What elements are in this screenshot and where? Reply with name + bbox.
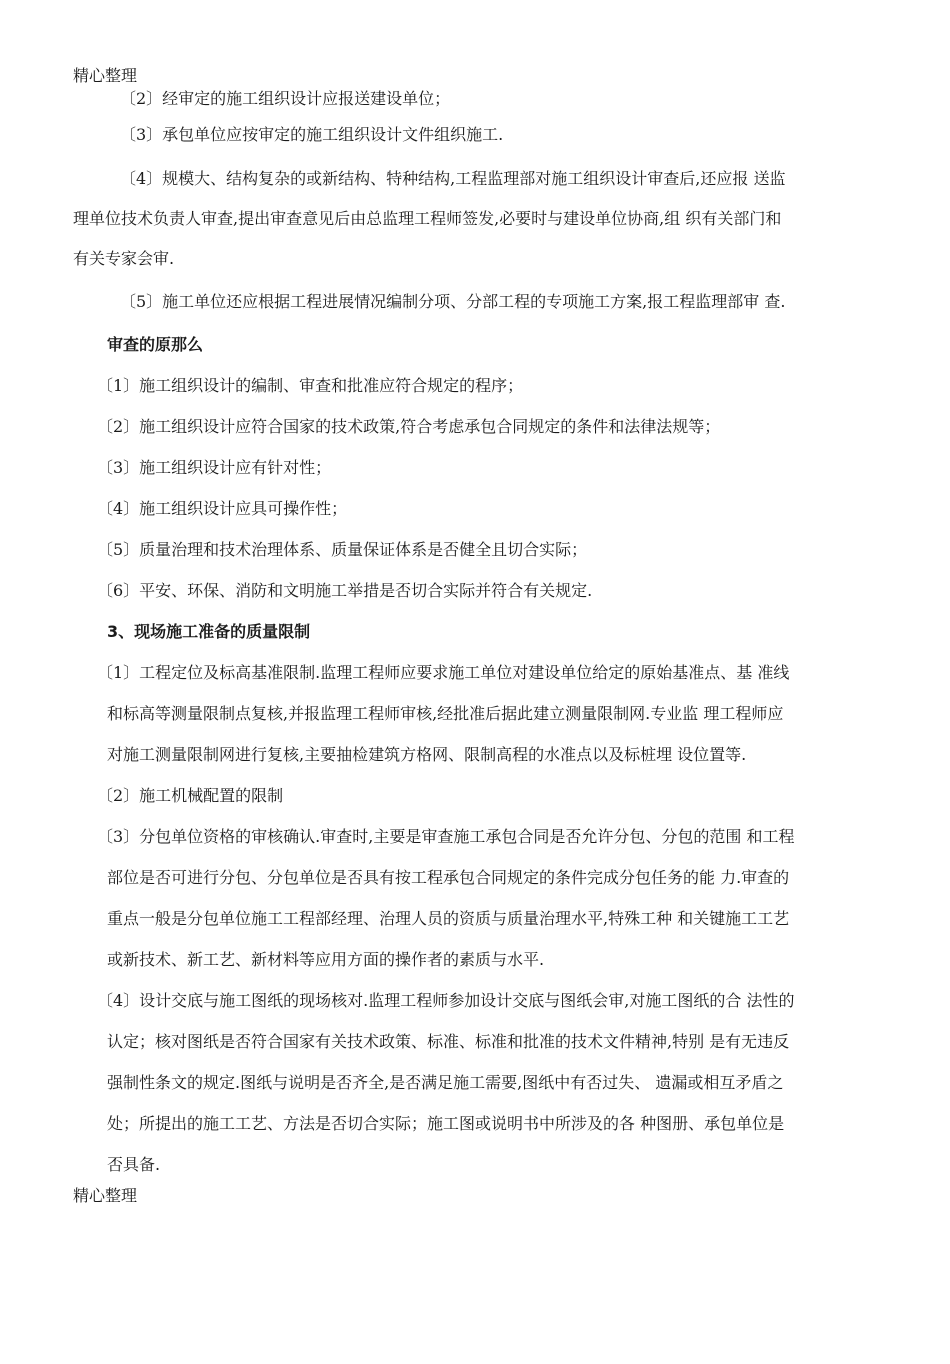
principle-item: 〔5〕质量治理和技术治理体系、质量保证体系是否健全且切合实际； bbox=[97, 540, 588, 559]
section-3-item-3-line: 部位是否可进行分包、分包单位是否具有按工程承包合同规定的条件完成分包任务的能 力.审查的 bbox=[107, 868, 790, 887]
section-3-item-1-line: 对施工测量限制网进行复核,主要抽检建筑方格网、限制高程的水准点以及标桩埋 设位置等. bbox=[107, 745, 747, 764]
section-3-item-4-line: 处；所提出的施工工艺、方法是否切合实际；施工图或说明书中所涉及的各 种图册、承包单位是 bbox=[107, 1114, 785, 1133]
principles-heading: 审查的原那么 bbox=[107, 335, 204, 354]
section-3-item-3-line: 重点一般是分包单位施工工程部经理、治理人员的资质与质量治理水平,特殊工种 和关键施工工艺 bbox=[107, 909, 790, 928]
section-3-item-3-line: 或新技术、新工艺、新材料等应用方面的操作者的素质与水平. bbox=[107, 950, 545, 969]
page-header: 精心整理 bbox=[73, 66, 138, 85]
paragraph-3: 〔3〕承包单位应按审定的施工组织设计文件组织施工. bbox=[120, 125, 504, 144]
section-3-item-4-line: 否具备. bbox=[107, 1155, 161, 1174]
section-3-item-1-line: 〔1〕工程定位及标高基准限制.监理工程师应要求施工单位对建设单位给定的原始基准点、基 准线 bbox=[97, 663, 790, 682]
paragraph-4-line-2: 理单位技术负责人审查,提出审查意见后由总监理工程师签发,必要时与建设单位协商,组 织有关部门和 bbox=[73, 209, 782, 228]
section-3-item-1-line: 和标高等测量限制点复核,并报监理工程师审核,经批准后据此建立测量限制网.专业监 理工程师应 bbox=[107, 704, 784, 723]
section-3-item-4-line: 强制性条文的规定.图纸与说明是否齐全,是否满足施工需要,图纸中有否过失、 遗漏或相互矛盾之 bbox=[107, 1073, 784, 1092]
page-footer: 精心整理 bbox=[73, 1186, 138, 1205]
section-3-item-4-line: 〔4〕设计交底与施工图纸的现场核对.监理工程师参加设计交底与图纸会审,对施工图纸的合 法性的 bbox=[97, 991, 795, 1010]
paragraph-4-line-3: 有关专家会审. bbox=[73, 249, 175, 268]
principle-item: 〔2〕施工组织设计应符合国家的技术政策,符合考虑承包合同规定的条件和法律法规等； bbox=[97, 417, 721, 436]
section-3-item-3-line: 〔3〕分包单位资格的审核确认.审查时,主要是审查施工承包合同是否允许分包、分包的范围 和工程 bbox=[97, 827, 795, 846]
principle-item: 〔1〕施工组织设计的编制、审查和批准应符合规定的程序； bbox=[97, 376, 524, 395]
section-3-item-4-line: 认定；核对图纸是否符合国家有关技术政策、标准、标准和批准的技术文件精神,特别 是有无违反 bbox=[107, 1032, 790, 1051]
paragraph-4-line-1: 〔4〕规模大、结构复杂的或新结构、特种结构,工程监理部对施工组织设计审查后,还应报 送监 bbox=[120, 169, 786, 188]
principle-item: 〔4〕施工组织设计应具可操作性； bbox=[97, 499, 348, 518]
principle-item: 〔3〕施工组织设计应有针对性； bbox=[97, 458, 332, 477]
paragraph-5: 〔5〕施工单位还应根据工程进展情况编制分项、分部工程的专项施工方案,报工程监理部审 查. bbox=[120, 292, 786, 311]
section-3-heading: 3、现场施工准备的质量限制 bbox=[107, 622, 311, 641]
principle-item: 〔6〕平安、环保、消防和文明施工举措是否切合实际并符合有关规定. bbox=[97, 581, 593, 600]
section-3-item-2: 〔2〕施工机械配置的限制 bbox=[97, 786, 284, 805]
paragraph-2: 〔2〕经审定的施工组织设计应报送建设单位； bbox=[120, 89, 451, 108]
